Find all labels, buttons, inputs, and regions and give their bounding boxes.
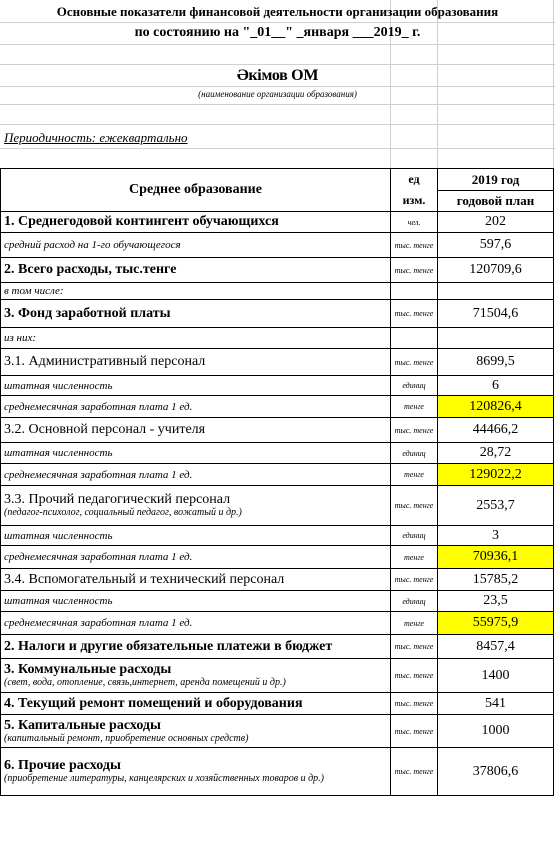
row-label xyxy=(1,233,391,258)
row-label xyxy=(1,464,391,486)
row-label xyxy=(1,258,391,283)
row-unit: тыс. тенге xyxy=(391,693,438,715)
grid-line xyxy=(0,124,555,125)
header-unit-top: ед xyxy=(391,169,438,191)
table-row xyxy=(1,591,554,612)
row-label xyxy=(1,300,391,328)
row-value: 541 xyxy=(438,693,554,715)
report-date: по состоянию на "_01__" _января ___2019_ г. xyxy=(134,25,421,40)
row-label-text: 6. Прочие расходы xyxy=(4,758,121,773)
table-row xyxy=(1,376,554,396)
row-label-text: 5. Капитальные расходы xyxy=(4,717,161,733)
row-unit: тыс. тенге xyxy=(391,748,438,796)
row-unit: единиц xyxy=(391,526,438,546)
row-value xyxy=(438,283,554,300)
row-label-text: 3.2. Основной персонал - учителя xyxy=(4,422,206,437)
row-value: 8699,5 xyxy=(438,349,554,376)
table-row xyxy=(1,212,554,233)
row-label xyxy=(1,612,391,635)
organization-caption: (наименование организации образования) xyxy=(198,89,357,99)
row-value: 71504,6 xyxy=(438,300,554,328)
table-row xyxy=(1,526,554,546)
table-row xyxy=(1,396,554,418)
row-label-text: штатная численность xyxy=(4,379,113,392)
row-value: 597,6 xyxy=(438,233,554,258)
row-unit: тыс. тенге xyxy=(391,233,438,258)
row-label xyxy=(1,328,391,349)
row-label-text: среднемесячная заработная плата 1 ед. xyxy=(4,551,193,563)
row-value: 120826,4 xyxy=(438,396,554,418)
row-label-text: 3. Коммунальные расходы xyxy=(4,662,172,677)
table-row xyxy=(1,300,554,328)
row-unit: тыс. тенге xyxy=(391,635,438,659)
table-row xyxy=(1,635,554,659)
row-label-text: 3.3. Прочий педагогический персонал xyxy=(4,492,231,507)
row-label-text: 4. Текущий ремонт помещений и оборудования xyxy=(4,695,303,711)
table-row xyxy=(1,233,554,258)
header-plan: годовой план xyxy=(438,191,554,212)
row-label xyxy=(1,546,391,569)
row-value: 37806,6 xyxy=(438,748,554,796)
row-value: 28,72 xyxy=(438,443,554,464)
row-label-text: штатная численность xyxy=(4,595,113,607)
row-label xyxy=(1,715,391,748)
row-label xyxy=(1,396,391,418)
row-unit: тенге xyxy=(391,464,438,486)
row-unit: тыс. тенге xyxy=(391,349,438,376)
row-label xyxy=(1,376,391,396)
row-label-text: в том числе: xyxy=(4,285,64,297)
table-row xyxy=(1,659,554,693)
financial-table xyxy=(0,168,554,796)
row-value: 23,5 xyxy=(438,591,554,612)
row-unit xyxy=(391,283,438,300)
row-unit xyxy=(391,328,438,349)
row-value: 55975,9 xyxy=(438,612,554,635)
grid-line xyxy=(0,86,555,87)
table-row xyxy=(1,283,554,300)
row-label-text: среднемесячная заработная плата 1 ед. xyxy=(4,617,193,629)
report-title: Основные показатели финансовой деятельности организации образования xyxy=(56,4,499,19)
row-value xyxy=(438,328,554,349)
table-row xyxy=(1,569,554,591)
row-label xyxy=(1,569,391,591)
row-value: 2553,7 xyxy=(438,486,554,526)
row-value: 1000 xyxy=(438,715,554,748)
row-label-text: среднемесячная заработная плата 1 ед. xyxy=(4,400,193,413)
row-unit: тыс. тенге xyxy=(391,258,438,283)
table-row xyxy=(1,612,554,635)
header-unit-bottom: изм. xyxy=(391,191,438,212)
table-row xyxy=(1,748,554,796)
row-label-text: 3.1. Административный персонал xyxy=(4,354,206,369)
table-row xyxy=(1,464,554,486)
row-value: 44466,2 xyxy=(438,418,554,443)
row-label xyxy=(1,443,391,464)
row-unit: тыс. тенге xyxy=(391,715,438,748)
row-value: 3 xyxy=(438,526,554,546)
row-label-text: 3.4. Вспомогательный и технический персонал xyxy=(4,571,285,587)
row-value: 6 xyxy=(438,376,554,396)
header-year: 2019 год xyxy=(438,169,554,191)
row-value: 129022,2 xyxy=(438,464,554,486)
row-value: 70936,1 xyxy=(438,546,554,569)
row-label-text: штатная численность xyxy=(4,447,113,459)
row-unit: тенге xyxy=(391,546,438,569)
row-label-text: средний расход на 1-го обучающегося xyxy=(4,239,181,251)
row-unit: единиц xyxy=(391,591,438,612)
row-sublabel: (свет, вода, отопление, связь,интернет, аренда помещений и др.) xyxy=(4,677,286,688)
row-label xyxy=(1,283,391,300)
row-unit: тыс. тенге xyxy=(391,418,438,443)
row-unit: тыс. тенге xyxy=(391,569,438,591)
row-value: 120709,6 xyxy=(438,258,554,283)
row-label xyxy=(1,418,391,443)
row-unit: тенге xyxy=(391,612,438,635)
header-row xyxy=(1,169,554,191)
table-row xyxy=(1,546,554,569)
row-label-text: штатная численность xyxy=(4,529,113,542)
table-row xyxy=(1,418,554,443)
table-row xyxy=(1,486,554,526)
table-body xyxy=(1,169,554,796)
row-value: 15785,2 xyxy=(438,569,554,591)
table-row xyxy=(1,258,554,283)
grid-line xyxy=(0,22,555,23)
row-label-text: 2. Всего расходы, тыс.тенге xyxy=(4,262,177,277)
row-label xyxy=(1,526,391,546)
organization-name: Әкімов ОМ xyxy=(236,67,319,84)
row-sublabel: (педагог-психолог, социальный педагог, вожатый и др.) xyxy=(4,507,242,518)
row-unit: тыс. тенге xyxy=(391,486,438,526)
row-sublabel: (капитальный ремонт, приобретение основных средств) xyxy=(4,732,249,744)
row-unit: единиц xyxy=(391,443,438,464)
row-label-text: 1. Среднегодовой контингент обучающихся xyxy=(4,214,279,229)
table-row xyxy=(1,693,554,715)
row-sublabel: (приобретение литературы, канцелярских и хозяйственных товаров и др.) xyxy=(4,773,324,784)
row-unit: чел. xyxy=(391,212,438,233)
row-label-text: 3. Фонд заработной платы xyxy=(4,305,171,321)
row-unit: тенге xyxy=(391,396,438,418)
row-unit: тыс. тенге xyxy=(391,659,438,693)
table-row xyxy=(1,328,554,349)
table-row xyxy=(1,443,554,464)
row-label xyxy=(1,486,391,526)
row-label xyxy=(1,349,391,376)
row-label xyxy=(1,693,391,715)
grid-line xyxy=(0,64,555,65)
row-value: 8457,4 xyxy=(438,635,554,659)
periodicity-label: Периодичность: ежеквартально xyxy=(4,130,188,145)
row-value: 1400 xyxy=(438,659,554,693)
row-label-text: среднемесячная заработная плата 1 ед. xyxy=(4,468,193,481)
row-unit: тыс. тенге xyxy=(391,300,438,328)
row-value: 202 xyxy=(438,212,554,233)
grid-line xyxy=(0,148,555,149)
table-row xyxy=(1,715,554,748)
row-label xyxy=(1,635,391,659)
grid-line xyxy=(0,44,555,45)
row-label xyxy=(1,591,391,612)
row-label xyxy=(1,748,391,796)
row-label xyxy=(1,212,391,233)
row-label xyxy=(1,659,391,693)
row-unit: единиц xyxy=(391,376,438,396)
row-label-text: 2. Налоги и другие обязательные платежи в бюджет xyxy=(4,638,333,654)
header-level: Среднее образование xyxy=(1,169,391,212)
grid-line xyxy=(0,104,555,105)
row-label-text: из них: xyxy=(4,332,37,344)
table-row xyxy=(1,349,554,376)
